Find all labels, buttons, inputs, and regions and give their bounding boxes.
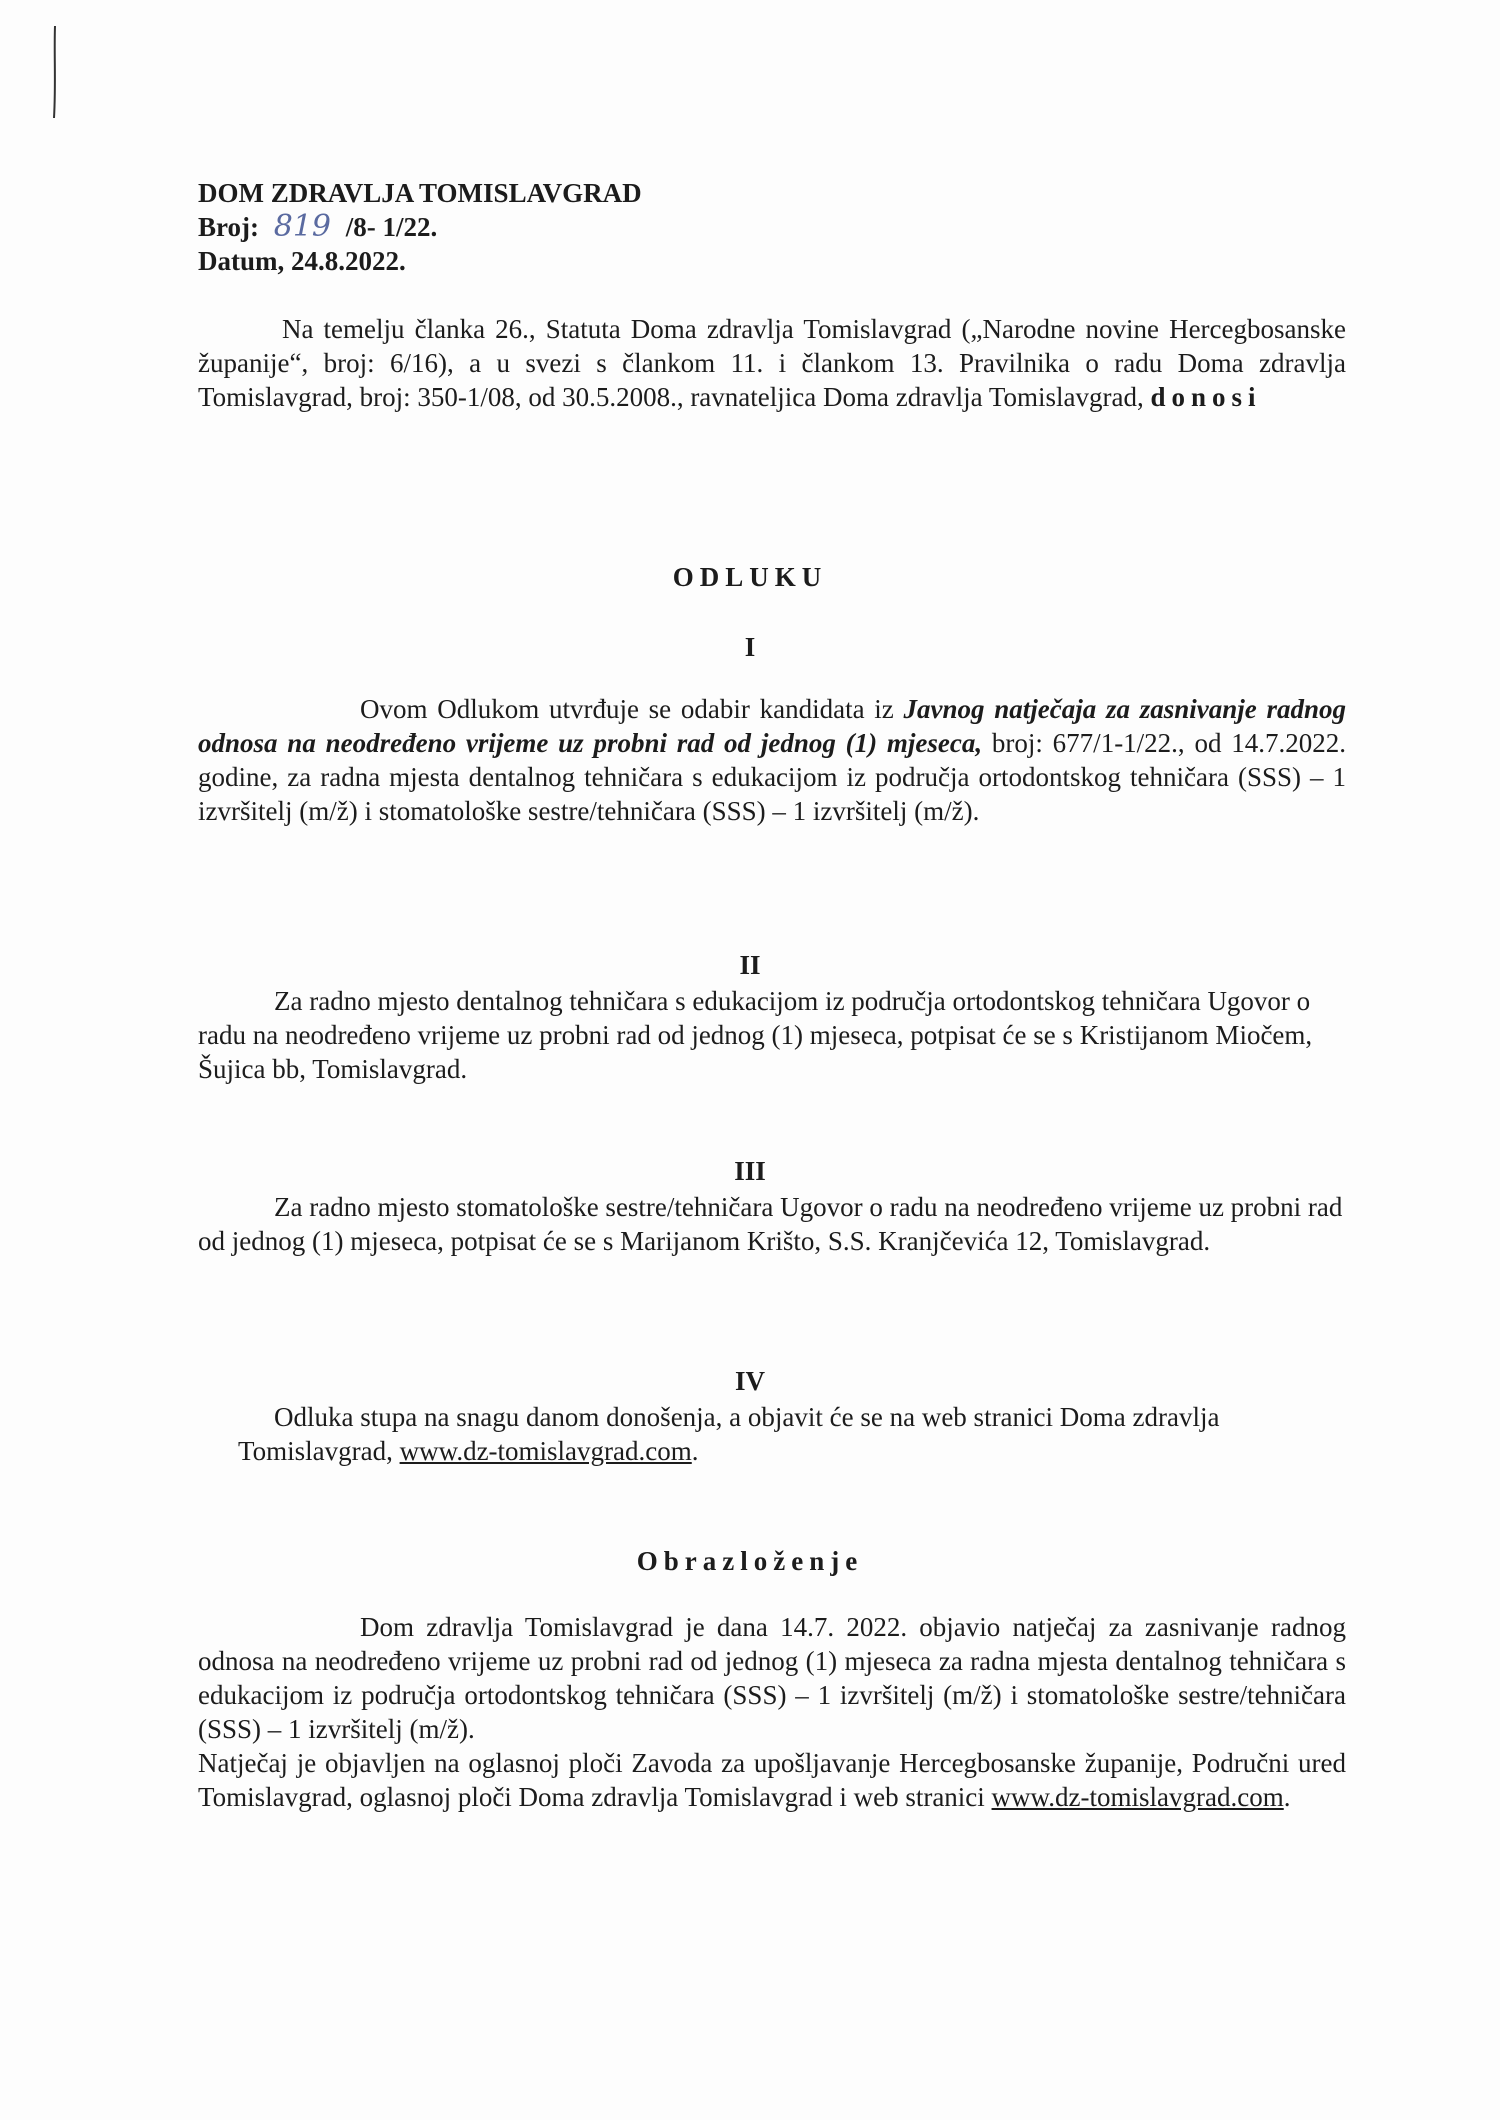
organization-name: DOM ZDRAVLJA TOMISLAVGRAD (198, 178, 642, 208)
section-1-paragraph (198, 692, 1346, 828)
handwritten-number: 819 (273, 209, 332, 244)
number-label: Broj: (198, 212, 259, 242)
section-2-paragraph (198, 984, 1346, 1086)
explanation-p2-text: Natječaj je objavljen na oglasnoj ploči Zavoda za upošljavanje Hercegbosanske županije, Područni ured Tomislavgrad, oglasnoj ploči Doma zdravlja Tomislavgrad i web stranici (198, 1748, 1346, 1812)
explanation-p2-end: . (1283, 1782, 1291, 1812)
explanation-paragraph-2 (198, 1746, 1346, 1814)
explanation-paragraph-1: Dom zdravlja Tomislavgrad je dana 14.7. 2022. objavio natječaj za zasnivanje radnog odnosa na neodređeno vrijeme uz probni rad od jednog (1) mjeseca za radna mjesta dentalnog tehničara s edukacijom iz područja ortodontskog tehničara (SSS) – 1 izvršitelj (m/ž) i stomatološke sestre/tehničara (SSS) – 1 izvršitelj (m/ž). (198, 1612, 1346, 1744)
section-1-text-bold: Javnog natječaja za zasnivanje radnog odnosa na neodređeno vrijeme uz probni rad od jednog (1) mjeseca, (198, 694, 1346, 758)
section-2-number: II (739, 950, 761, 980)
document-date: Datum, 24.8.2022. (198, 246, 406, 276)
margin-pen-mark (52, 24, 58, 120)
section-1-text-a: Ovom Odlukom utvrđuje se odabir kandidata iz (360, 694, 894, 724)
explanation-title: Obrazloženje (636, 1546, 864, 1576)
section-3-paragraph (198, 1190, 1346, 1258)
section-3-number: III (734, 1156, 766, 1186)
preamble-donosi: donosi (1150, 382, 1262, 412)
section-4-paragraph (198, 1400, 1346, 1468)
document-header (198, 176, 642, 278)
website-link-2[interactable]: www.dz-tomislavgrad.com (991, 1782, 1284, 1812)
document-number (198, 210, 642, 244)
section-4-text: Odluka stupa na snagu danom donošenja, a objavit će se na web stranici Doma zdravlja Tomislavgrad, (238, 1402, 1220, 1466)
preamble-paragraph (198, 312, 1346, 414)
section-4-end: . (691, 1436, 699, 1466)
number-suffix: /8- 1/22. (345, 212, 438, 242)
section-4-number: IV (734, 1366, 765, 1396)
section-3-text: Za radno mjesto stomatološke sestre/tehničara Ugovor o radu na neodređeno vrijeme uz probni rad od jednog (1) mjeseca, potpisat će se s Marijanom Krišto, S.S. Kranjčevića 12, Tomislavgrad. (198, 1192, 1343, 1256)
preamble-text: Na temelju članka 26., Statuta Doma zdravlja Tomislavgrad („Narodne novine Hercegbosanske županije“, broj: 6/16), a u svezi s člankom 11. i člankom 13. Pravilnika o radu Doma zdravlja Tomislavgrad, broj: 350-1/08, od 30.5.2008., ravnateljica Doma zdravlja Tomislavgrad, (198, 314, 1346, 412)
website-link[interactable]: www.dz-tomislavgrad.com (399, 1436, 692, 1466)
section-1-text-b: broj: 677/1-1/22., od 14.7.2022. godine, za radna mjesta dentalnog tehničara s edukacijom iz područja ortodontskog tehničara (SSS) – 1 izvršitelj (m/ž) i stomatološke sestre/tehničara (SSS) – 1 izvršitelj (m/ž). (198, 728, 1347, 826)
section-2-text: Za radno mjesto dentalnog tehničara s edukacijom iz područja ortodontskog tehničara Ugovor o radu na neodređeno vrijeme uz probni rad od jednog (1) mjeseca, potpisat će se s Kristijanom Miočem, Šujica bb, Tomislavgrad. (198, 986, 1313, 1084)
section-1-number: I (744, 632, 756, 662)
document-title: ODLUKU (672, 562, 828, 592)
